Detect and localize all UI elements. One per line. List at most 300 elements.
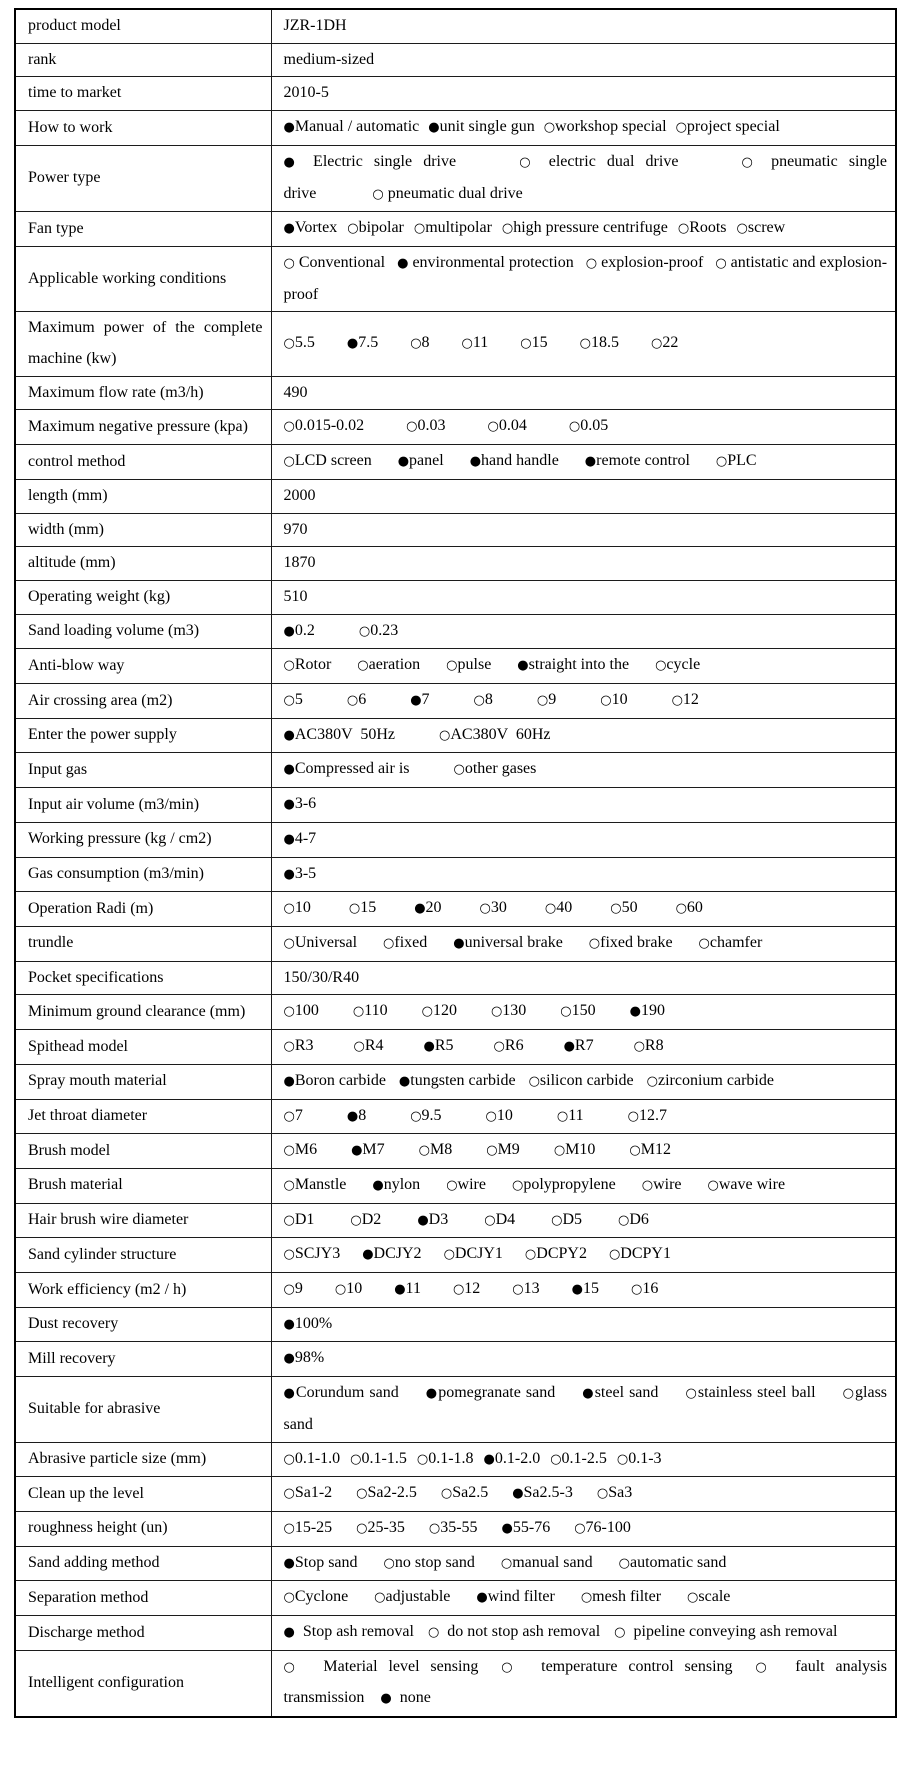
option-label: stainless steel ball — [697, 1384, 816, 1402]
filled-bullet-icon: ● — [453, 935, 465, 951]
hollow-bullet-icon: ○ — [493, 1039, 505, 1055]
spec-label: Work efficiency (m2 / h) — [15, 1273, 271, 1308]
spec-option-unselected — [672, 691, 699, 708]
option-label: DCJY1 — [454, 1245, 503, 1263]
spec-value-cell — [271, 1273, 896, 1308]
option-label: M7 — [362, 1141, 385, 1159]
spec-label: Maximum flow rate (m3/h) — [15, 376, 271, 410]
hollow-bullet-icon: ○ — [677, 221, 690, 237]
hollow-bullet-icon: ○ — [568, 419, 581, 435]
hollow-bullet-icon: ○ — [501, 221, 514, 237]
option-label: 5.5 — [294, 334, 315, 352]
option-label: 10 — [346, 1280, 363, 1298]
spec-option-unselected — [284, 1107, 303, 1124]
spec-label: Intelligent configuration — [15, 1650, 271, 1717]
spec-option-unselected — [699, 934, 763, 951]
spec-option-unselected — [335, 1280, 362, 1297]
spec-row — [15, 961, 896, 995]
spec-row — [15, 1099, 896, 1134]
filled-bullet-icon: ● — [283, 623, 295, 639]
spec-option-unselected — [357, 656, 420, 673]
option-label: 0.2 — [294, 621, 315, 639]
hollow-bullet-icon: ○ — [675, 120, 687, 136]
spec-option-selected — [453, 934, 563, 951]
spec-row — [15, 788, 896, 823]
hollow-bullet-icon: ○ — [283, 1282, 295, 1298]
option-label: 10 — [611, 691, 628, 709]
option-label: 510 — [283, 587, 308, 605]
spec-label: Clean up the level — [15, 1477, 271, 1512]
option-label: R4 — [364, 1037, 384, 1055]
filled-bullet-icon: ● — [517, 658, 529, 674]
spec-row — [15, 822, 896, 857]
hollow-bullet-icon: ○ — [641, 1177, 654, 1193]
option-label: Conventional — [294, 253, 386, 271]
option-label: Sa2.5 — [452, 1484, 489, 1502]
hollow-bullet-icon: ○ — [588, 935, 601, 951]
option-label: 18.5 — [590, 334, 619, 352]
option-label: steel sand — [594, 1384, 659, 1402]
spec-option-unselected — [529, 1072, 634, 1089]
hollow-bullet-icon: ○ — [608, 1247, 621, 1263]
filled-bullet-icon: ● — [372, 1177, 384, 1193]
option-label: R5 — [434, 1037, 454, 1055]
hollow-bullet-icon: ○ — [353, 1039, 365, 1055]
hollow-bullet-icon: ○ — [443, 1247, 455, 1263]
spec-option-unselected — [618, 1211, 649, 1228]
spec-value-cell — [271, 926, 896, 961]
spec-value-text — [284, 521, 308, 538]
hollow-bullet-icon: ○ — [536, 693, 549, 709]
spec-option-unselected — [284, 334, 315, 351]
hollow-bullet-icon: ○ — [490, 1004, 503, 1020]
spec-row — [15, 1273, 896, 1308]
spec-value-cell — [271, 1442, 896, 1477]
spec-option-unselected — [678, 219, 727, 236]
spec-label: Operation Radi (m) — [15, 892, 271, 927]
spec-row — [15, 1377, 896, 1442]
spec-option-unselected — [554, 1141, 596, 1158]
hollow-bullet-icon: ○ — [383, 1555, 395, 1571]
spec-option-selected — [428, 118, 534, 135]
spec-value-cell — [271, 513, 896, 547]
spec-value-cell — [271, 1650, 896, 1717]
spec-option-unselected — [619, 1554, 727, 1571]
spec-option-selected — [284, 622, 315, 639]
hollow-bullet-icon: ○ — [283, 1004, 295, 1020]
filled-bullet-icon: ● — [283, 154, 302, 170]
option-label: D1 — [294, 1210, 315, 1228]
filled-bullet-icon: ● — [346, 1108, 359, 1124]
hollow-bullet-icon: ○ — [439, 727, 451, 743]
filled-bullet-icon: ● — [398, 1073, 411, 1089]
option-label: 60 — [686, 899, 703, 917]
option-label: 190 — [640, 1002, 665, 1020]
option-label: glass sand — [283, 1384, 892, 1433]
hollow-bullet-icon: ○ — [484, 1212, 496, 1228]
option-label: Boron carbide — [294, 1071, 386, 1089]
spec-option-unselected — [359, 622, 398, 639]
option-label: cycle — [666, 656, 701, 674]
spec-option-unselected — [544, 118, 667, 135]
hollow-bullet-icon: ○ — [574, 1520, 586, 1536]
option-label: Rotor — [294, 656, 332, 674]
hollow-bullet-icon: ○ — [560, 1004, 572, 1020]
option-label: DCJY2 — [373, 1245, 422, 1263]
spec-option-unselected — [631, 1280, 658, 1297]
spec-label: Sand cylinder structure — [15, 1238, 271, 1273]
spec-value-cell — [271, 312, 896, 376]
spec-option-selected — [284, 865, 317, 882]
option-label: 130 — [502, 1002, 527, 1020]
spec-option-selected — [362, 1245, 421, 1262]
hollow-bullet-icon: ○ — [283, 1177, 295, 1193]
option-label: R7 — [574, 1037, 594, 1055]
hollow-bullet-icon: ○ — [473, 693, 485, 709]
hollow-bullet-icon: ○ — [734, 154, 760, 170]
spec-row — [15, 892, 896, 927]
option-label: D4 — [495, 1210, 516, 1228]
spec-label: Hair brush wire diameter — [15, 1203, 271, 1238]
option-label: 2010-5 — [283, 84, 329, 102]
option-label: 120 — [432, 1002, 457, 1020]
spec-option-selected — [425, 1384, 555, 1401]
option-label: unit single gun — [439, 118, 535, 136]
option-label: D5 — [562, 1210, 583, 1228]
filled-bullet-icon: ● — [283, 866, 295, 882]
hollow-bullet-icon: ○ — [427, 1625, 440, 1641]
spec-label: Brush material — [15, 1168, 271, 1203]
option-label: pomegranate sand — [438, 1384, 556, 1402]
option-label: Stop ash removal — [294, 1623, 414, 1641]
spec-label: product model — [15, 9, 271, 43]
spec-option-unselected — [414, 219, 492, 236]
option-label: 15 — [360, 899, 377, 917]
hollow-bullet-icon: ○ — [512, 1282, 524, 1298]
option-label: 55-76 — [512, 1518, 551, 1536]
option-label: fixed — [394, 933, 428, 951]
spec-option-unselected — [634, 1037, 664, 1054]
spec-row — [15, 1030, 896, 1065]
spec-option-unselected — [284, 1141, 318, 1158]
hollow-bullet-icon: ○ — [551, 1212, 563, 1228]
spec-option-unselected — [651, 334, 678, 351]
spec-option-unselected — [406, 417, 445, 434]
spec-option-unselected — [502, 219, 668, 236]
option-label: Electric single drive — [301, 152, 457, 170]
filled-bullet-icon: ● — [410, 693, 422, 709]
spec-option-unselected — [284, 1588, 349, 1605]
spec-value-cell — [271, 718, 896, 753]
filled-bullet-icon: ● — [283, 1316, 295, 1332]
spec-option-unselected — [586, 254, 704, 271]
hollow-bullet-icon: ○ — [487, 419, 499, 435]
spec-row — [15, 312, 896, 376]
option-label: screw — [747, 219, 786, 237]
hollow-bullet-icon: ○ — [283, 1451, 295, 1467]
spec-label: Abrasive particle size (mm) — [15, 1442, 271, 1477]
hollow-bullet-icon: ○ — [675, 901, 687, 917]
option-label: silicon carbide — [539, 1071, 634, 1089]
option-label: 9.5 — [421, 1106, 442, 1124]
spec-option-selected — [630, 1002, 665, 1019]
spec-option-unselected — [419, 1141, 453, 1158]
spec-value-cell — [271, 212, 896, 247]
filled-bullet-icon: ● — [512, 1486, 524, 1502]
spec-row — [15, 1581, 896, 1616]
hollow-bullet-icon: ○ — [748, 1659, 774, 1675]
hollow-bullet-icon: ○ — [543, 120, 556, 136]
hollow-bullet-icon: ○ — [453, 762, 465, 778]
spec-row — [15, 77, 896, 111]
filled-bullet-icon: ● — [629, 1004, 641, 1020]
spec-option-unselected — [676, 899, 703, 916]
spec-row — [15, 614, 896, 649]
option-label: wire — [457, 1175, 486, 1193]
option-label: bipolar — [358, 219, 404, 237]
option-label: no stop sand — [394, 1553, 475, 1571]
spec-value-cell — [271, 1203, 896, 1238]
hollow-bullet-icon: ○ — [352, 1004, 365, 1020]
spec-value-text — [284, 969, 360, 986]
hollow-bullet-icon: ○ — [715, 255, 727, 271]
option-label: SCJY3 — [294, 1245, 341, 1263]
hollow-bullet-icon: ○ — [687, 1590, 699, 1606]
option-label: Manual / automatic — [294, 118, 420, 136]
hollow-bullet-icon: ○ — [283, 255, 295, 271]
option-label: 76-100 — [585, 1518, 631, 1536]
option-label: wire — [653, 1175, 682, 1193]
spec-option-unselected — [609, 1245, 671, 1262]
hollow-bullet-icon: ○ — [841, 1386, 856, 1402]
option-label: 40 — [556, 899, 573, 917]
option-label: 50 — [621, 899, 638, 917]
spec-label: rank — [15, 43, 271, 77]
spec-label: Air crossing area (m2) — [15, 684, 271, 719]
hollow-bullet-icon: ○ — [610, 901, 622, 917]
spec-option-selected — [564, 1037, 594, 1054]
option-label: 3-5 — [294, 864, 317, 882]
spec-option-unselected — [284, 254, 386, 271]
hollow-bullet-icon: ○ — [630, 1282, 643, 1298]
option-label: pipeline conveying ash removal — [625, 1623, 838, 1641]
spec-label: Maximum power of the complete machine (kw) — [15, 312, 271, 376]
spec-value-cell — [271, 1616, 896, 1651]
option-label: 4-7 — [294, 829, 317, 847]
spec-label: Input gas — [15, 753, 271, 788]
option-label: tungsten carbide — [410, 1071, 516, 1089]
filled-bullet-icon: ● — [283, 1625, 295, 1641]
spec-option-unselected — [569, 417, 608, 434]
option-label: D2 — [361, 1210, 382, 1228]
spec-option-selected — [284, 830, 317, 847]
spec-row — [15, 212, 896, 247]
option-label: straight into the — [528, 656, 630, 674]
spec-option-selected — [399, 1072, 516, 1089]
spec-value-cell — [271, 43, 896, 77]
spec-value-text — [284, 554, 316, 571]
spec-option-selected — [347, 334, 378, 351]
spec-option-unselected — [545, 899, 572, 916]
hollow-bullet-icon: ○ — [374, 1590, 386, 1606]
spec-option-unselected — [716, 452, 757, 469]
hollow-bullet-icon: ○ — [283, 419, 295, 435]
option-label: 970 — [283, 520, 308, 538]
hollow-bullet-icon: ○ — [283, 454, 295, 470]
spec-row — [15, 857, 896, 892]
option-label: hand handle — [481, 452, 559, 470]
spec-row — [15, 513, 896, 547]
option-label: Compressed air is — [294, 760, 410, 778]
spec-option-unselected — [353, 1002, 388, 1019]
spec-option-unselected — [610, 899, 637, 916]
option-label: 15 — [531, 334, 548, 352]
spec-option-unselected — [284, 691, 303, 708]
hollow-bullet-icon: ○ — [618, 1212, 630, 1228]
spec-label: Brush model — [15, 1134, 271, 1169]
spec-option-unselected — [284, 1450, 341, 1467]
spec-label: trundle — [15, 926, 271, 961]
spec-label: Operating weight (kg) — [15, 580, 271, 614]
spec-option-unselected — [737, 219, 786, 236]
spec-option-selected — [284, 118, 420, 135]
option-label: chamfer — [709, 933, 763, 951]
hollow-bullet-icon: ○ — [416, 1451, 429, 1467]
spec-value-cell — [271, 1099, 896, 1134]
spec-value-cell — [271, 1546, 896, 1581]
spec-value-cell — [271, 1342, 896, 1377]
option-label: pneumatic dual drive — [383, 184, 523, 202]
spec-option-unselected — [284, 452, 372, 469]
option-label: Universal — [294, 933, 358, 951]
spec-option-unselected — [284, 1484, 333, 1501]
filled-bullet-icon: ● — [417, 1212, 429, 1228]
spec-option-unselected — [439, 726, 551, 743]
spec-row — [15, 649, 896, 684]
spec-row — [15, 1307, 896, 1342]
spec-option-unselected — [356, 1519, 405, 1536]
filled-bullet-icon: ● — [283, 221, 295, 237]
option-label: Manstle — [294, 1175, 347, 1193]
option-label: explosion-proof — [597, 253, 704, 271]
spec-table — [14, 8, 897, 1718]
option-label: 30 — [490, 899, 507, 917]
hollow-bullet-icon: ○ — [283, 1039, 295, 1055]
option-label: 0.1-1.8 — [428, 1449, 474, 1467]
spec-option-unselected — [284, 1176, 347, 1193]
option-label: environmental protection — [408, 253, 574, 271]
hollow-bullet-icon: ○ — [347, 221, 359, 237]
option-label: Material level sensing — [301, 1657, 479, 1675]
option-label: R8 — [644, 1037, 664, 1055]
option-label: 110 — [364, 1002, 388, 1020]
spec-row — [15, 926, 896, 961]
option-label: Sa2-2.5 — [367, 1484, 417, 1502]
spec-option-unselected — [617, 1450, 662, 1467]
spec-option-unselected — [349, 899, 376, 916]
spec-option-selected — [585, 452, 690, 469]
spec-value-cell — [271, 376, 896, 410]
spec-value-cell — [271, 995, 896, 1030]
hollow-bullet-icon: ○ — [616, 1451, 629, 1467]
hollow-bullet-icon: ○ — [512, 154, 538, 170]
spec-option-unselected — [491, 1002, 526, 1019]
spec-value-cell — [271, 77, 896, 111]
spec-option-unselected — [356, 1484, 417, 1501]
spec-row — [15, 1134, 896, 1169]
spec-row — [15, 479, 896, 513]
hollow-bullet-icon: ○ — [736, 221, 748, 237]
hollow-bullet-icon: ○ — [283, 1520, 295, 1536]
option-label: DCPY2 — [536, 1245, 587, 1263]
hollow-bullet-icon: ○ — [350, 1212, 362, 1228]
spec-value-cell — [271, 445, 896, 480]
option-label: 0.23 — [370, 621, 399, 639]
spec-label: time to market — [15, 77, 271, 111]
spec-row — [15, 111, 896, 146]
option-label: workshop special — [555, 118, 667, 136]
hollow-bullet-icon: ○ — [486, 1143, 498, 1159]
spec-option-unselected — [600, 691, 627, 708]
spec-label: control method — [15, 445, 271, 480]
spec-option-selected — [380, 1689, 430, 1706]
spec-value-cell — [271, 410, 896, 445]
option-label: Roots — [689, 219, 727, 237]
spec-label: Discharge method — [15, 1616, 271, 1651]
spec-label: Jet throat diameter — [15, 1099, 271, 1134]
spec-row — [15, 1650, 896, 1717]
option-label: Corundum sand — [295, 1384, 399, 1402]
option-label: 2000 — [283, 486, 316, 504]
spec-value-cell — [271, 753, 896, 788]
option-label: do not stop ash removal — [439, 1623, 601, 1641]
option-label: 7 — [421, 691, 430, 709]
option-label: 3-6 — [294, 795, 317, 813]
hollow-bullet-icon: ○ — [553, 1143, 566, 1159]
spec-option-unselected — [676, 118, 780, 135]
spec-option-unselected — [462, 334, 489, 351]
hollow-bullet-icon: ○ — [461, 336, 473, 352]
filled-bullet-icon: ● — [362, 1247, 374, 1263]
option-label: electric dual drive — [537, 152, 679, 170]
filled-bullet-icon: ● — [483, 1451, 495, 1467]
option-label: 150/30/R40 — [283, 968, 360, 986]
spec-value-text — [284, 51, 375, 68]
spec-value-cell — [271, 1134, 896, 1169]
spec-value-cell — [271, 1030, 896, 1065]
spec-option-selected — [476, 1588, 554, 1605]
filled-bullet-icon: ● — [346, 336, 359, 352]
spec-option-unselected — [284, 417, 365, 434]
hollow-bullet-icon: ○ — [440, 1486, 453, 1502]
filled-bullet-icon: ● — [571, 1282, 583, 1298]
spec-option-unselected — [647, 1072, 774, 1089]
hollow-bullet-icon: ○ — [633, 1039, 645, 1055]
hollow-bullet-icon: ○ — [520, 336, 532, 352]
hollow-bullet-icon: ○ — [655, 658, 667, 674]
option-label: 8 — [358, 1106, 367, 1124]
filled-bullet-icon: ● — [469, 454, 482, 470]
spec-row — [15, 43, 896, 77]
spec-label: Applicable working conditions — [15, 246, 271, 311]
spec-option-unselected — [629, 1141, 671, 1158]
option-label: pulse — [457, 656, 492, 674]
spec-option-unselected — [441, 1484, 488, 1501]
filled-bullet-icon: ● — [283, 727, 295, 743]
spec-label: width (mm) — [15, 513, 271, 547]
spec-option-unselected — [557, 1107, 584, 1124]
hollow-bullet-icon: ○ — [494, 1659, 520, 1675]
